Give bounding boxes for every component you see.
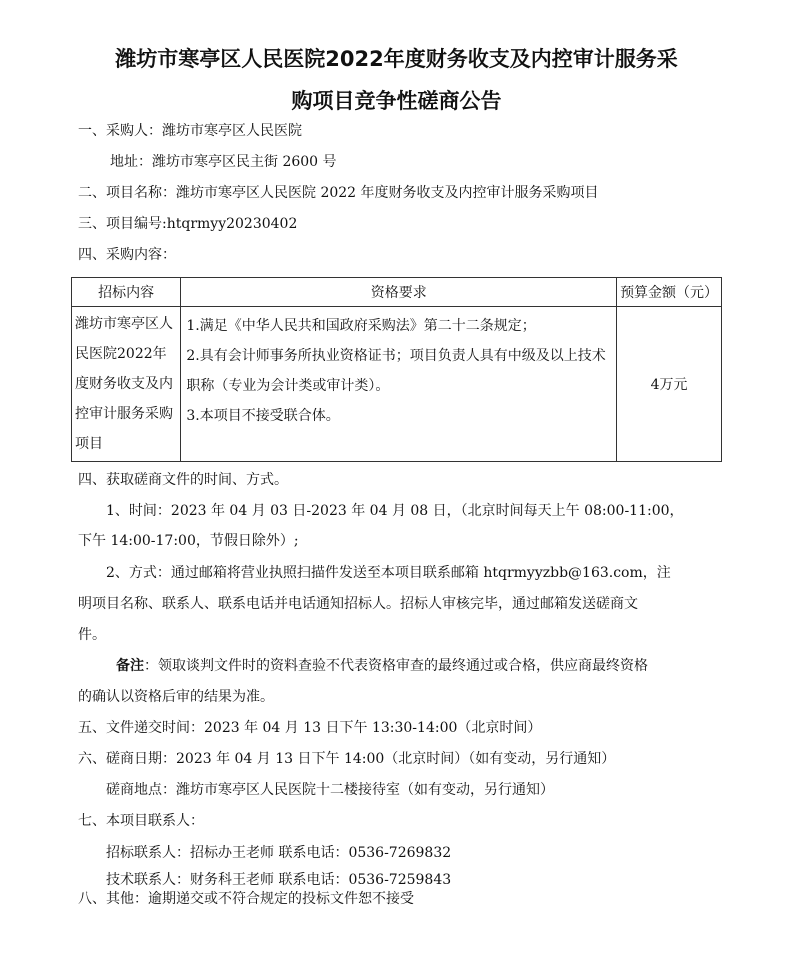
note-text: ：领取谈判文件时的资料查验不代表资格审查的最终通过或合格，供应商最终资格 (144, 658, 648, 674)
budget-cell: 4万元 (617, 307, 722, 462)
content-heading: 四、采购内容： (78, 247, 176, 263)
project-name-line: 二、项目名称：潍坊市寒亭区人民医院 2022 年度财务收支及内控审计服务采购项目 (78, 185, 599, 201)
header-budget: 预算金额（元） (617, 278, 722, 307)
address-line: 地址：潍坊市寒亭区民主街 2600 号 (110, 154, 337, 170)
acquire-time-line-1: 1、时间：2023 年 04 月 03 日-2023 年 04 月 08 日，（北京时间每天上午 08:00-11:00， (106, 503, 684, 519)
table-row (72, 307, 722, 462)
note-line-1 (116, 656, 648, 676)
note-label: 备注 (116, 658, 144, 674)
purchaser-line: 一、采购人：潍坊市寒亭区人民医院 (78, 123, 302, 139)
acquire-method-line-2: 明项目名称、联系人、联系电话并电话通知招标人。招标人审核完毕，通过邮箱发送磋商文 (78, 596, 638, 612)
acquire-heading: 四、获取磋商文件的时间、方式。 (78, 472, 288, 488)
title-line-1: 潍坊市寒亭区人民医院2022年度财务收支及内控审计服务采 (115, 47, 678, 71)
submission-line: 五、文件递交时间：2023 年 04 月 13 日下午 13:30-14:00（北京时间） (78, 720, 542, 736)
requirements-cell (181, 307, 617, 462)
procurement-table (71, 277, 722, 462)
acquire-method-line-3: 件。 (78, 627, 106, 643)
table-header-row (72, 278, 722, 307)
requirement-1: 1.满足《中华人民共和国政府采购法》第二十二条规定； (186, 318, 536, 334)
item-text: 潍坊市寒亭区人民医院2022年度财务收支及内控审计服务采购项目 (75, 316, 173, 452)
acquire-time-line-2: 下午 14:00-17:00，节假日除外）; (78, 533, 299, 549)
item-cell (72, 307, 181, 462)
note-line-2: 的确认以资格后审的结果为准。 (78, 689, 274, 705)
header-requirements: 资格要求 (181, 278, 617, 307)
project-number-line: 三、项目编号:htqrmyy20230402 (78, 216, 298, 232)
consultation-date-line: 六、磋商日期：2023 年 04 月 13 日下午 14:00（北京时间）（如有变动，另行通知） (78, 751, 616, 767)
requirement-3: 3.本项目不接受联合体。 (186, 408, 340, 424)
header-item: 招标内容 (72, 278, 181, 307)
bidding-contact-line: 招标联系人：招标办王老师 联系电话：0536-7269832 (106, 845, 452, 861)
technical-contact-line: 技术联系人：财务科王老师 联系电话：0536-7259843 (106, 872, 452, 888)
contacts-heading: 七、本项目联系人： (78, 813, 204, 829)
title-line-2: 购项目竞争性磋商公告 (291, 89, 502, 113)
acquire-method-line-1: 2、方式：通过邮箱将营业执照扫描件发送至本项目联系邮箱 htqrmyyzbb@163.com，注 (106, 565, 671, 581)
requirement-2: 2.具有会计师事务所执业资格证书；项目负责人具有中级及以上技术职称（专业为会计类或审计类）。 (186, 348, 606, 394)
consultation-place-line: 磋商地点：潍坊市寒亭区人民医院十二楼接待室（如有变动，另行通知） (106, 782, 554, 798)
other-line: 八、其他：逾期递交或不符合规定的投标文件恕不接受 (78, 891, 414, 907)
